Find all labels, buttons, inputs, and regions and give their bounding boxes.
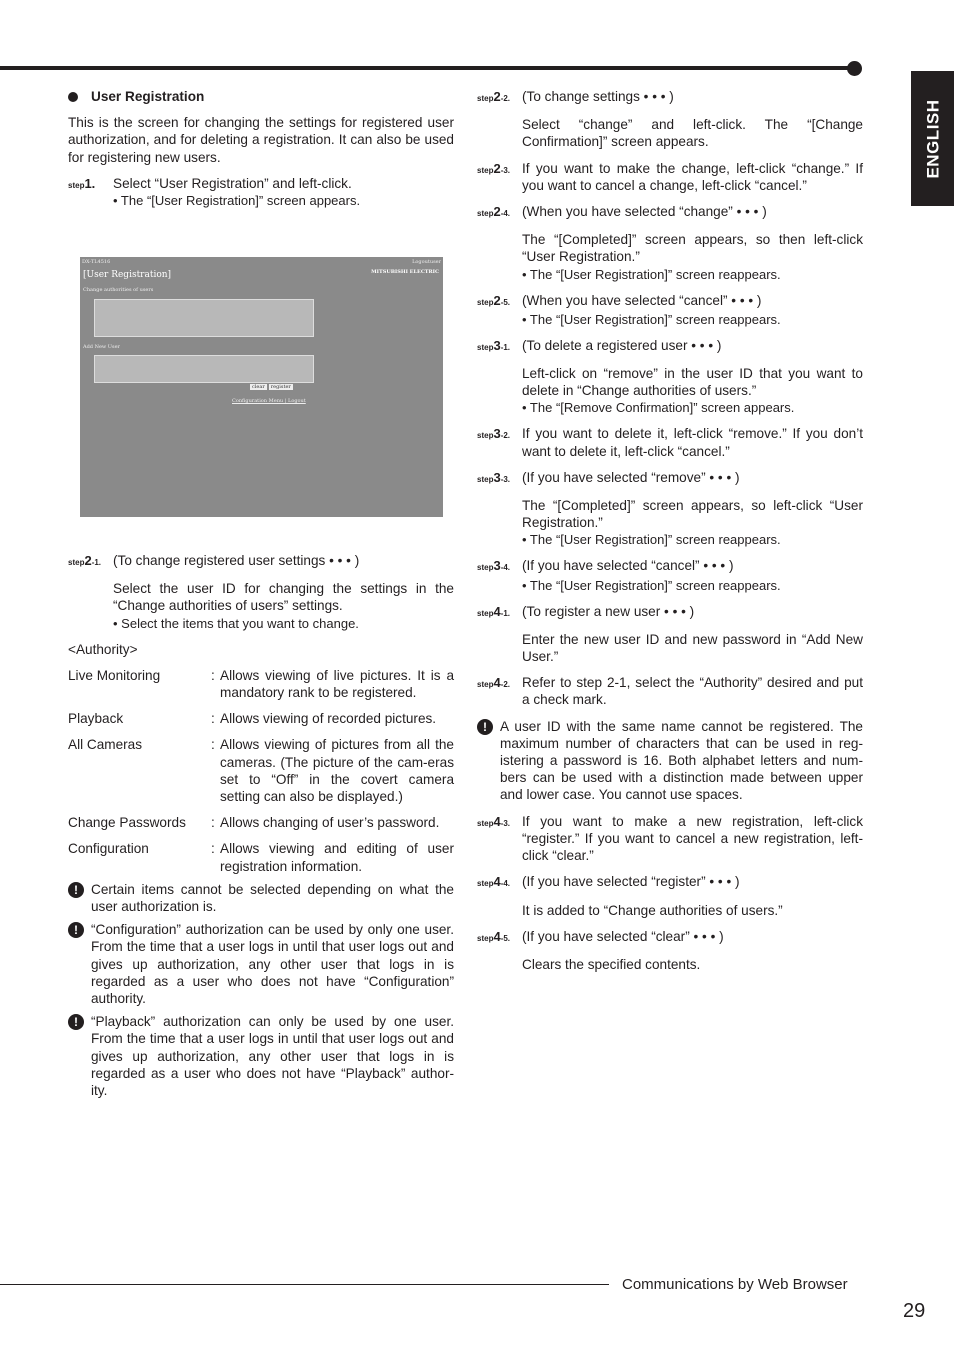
step-tag: step2-2. (477, 89, 511, 104)
change-authorities-table (94, 299, 314, 337)
note-text: Certain items cannot be selected depending on what the user authorization is. (91, 881, 454, 915)
step-text: If you want to delete it, left-click “remove.” If you don’t want to delete it, left-click “cancel.” (522, 426, 863, 459)
notes (68, 881, 454, 1099)
step-body-text: Select “change” and left-click. The “[Change Confirmation]” screen appears. (522, 117, 863, 150)
step-tag: step3-3. (477, 469, 511, 485)
step-bullet: • The “[User Registration]” screen reappears. (522, 311, 781, 327)
exclamation-icon: ! (68, 882, 84, 898)
step-2-5 (477, 292, 863, 311)
step-text: (If you have selected “register” • • • ) (522, 874, 740, 890)
step-2-2 (477, 88, 863, 107)
authority-term: Configuration (68, 841, 149, 857)
footer-section-title: Communications by Web Browser (622, 1276, 848, 1293)
authority-term: Playback (68, 711, 124, 727)
footer-rule (0, 1284, 609, 1285)
note (68, 881, 454, 915)
config-menu-link: Configuration Menu | Logout (232, 398, 306, 405)
step-bullet: • The “[User Registration]” screen reappears. (522, 266, 781, 282)
authority-row (68, 814, 454, 831)
step-tag: step2-4. (477, 204, 511, 220)
step-text: (If you have selected “cancel” • • • ) (522, 558, 734, 574)
colon: : (211, 711, 215, 727)
note (68, 1013, 454, 1099)
authority-desc: Allows viewing of live pictures. It is a mandatory rank to be registered. (220, 667, 454, 701)
step-text: If you want to make the change, left-click “change.” If you want to cancel a change, left-click “cancel.” (522, 160, 863, 193)
step-4-3 (477, 813, 863, 865)
header-rule (0, 66, 856, 70)
authority-desc: Allows viewing of pictures from all the cameras. (The picture of the cam-eras set to “Off” in the covert camera setting can also be displayed.) (220, 737, 454, 805)
mitsubishi-logo: MITSUBISHI ELECTRIC (371, 269, 439, 276)
step-3-2 (477, 425, 863, 459)
step-tag: step4-2. (477, 675, 511, 691)
authority-row (68, 710, 454, 727)
colon: : (211, 841, 215, 857)
step-2-3 (477, 160, 863, 194)
step-tag: step2-3. (477, 160, 511, 176)
authority-heading: <Authority> (68, 641, 138, 657)
note (68, 921, 454, 1007)
step-tag: step2-5. (477, 292, 511, 308)
step-tag: step4-1. (477, 603, 511, 619)
step-text: (When you have selected “cancel” • • • ) (522, 292, 762, 308)
step-tag: step3-2. (477, 426, 511, 442)
step-body-text: Left-click on “remove” in the user ID that you want to delete in “Change authorities of users.” (522, 366, 863, 399)
colon: : (211, 815, 215, 831)
authority-row (68, 840, 454, 874)
user-registration-screenshot: DX-TL4516 Logoutuser [User Registration] MITSUBISHI ELECTRIC Change authorities of users Add New User clear register Configuration Menu | Logout (80, 257, 443, 517)
clear-button: clear (252, 384, 265, 391)
left-column: User Registration This is the screen for changing the settings for registered user authorization, and for deleting a registration. It can also be used for registering new users. step1. Select “User Registration” and left-click. • The “[User Registration]” screen appears. DX-TL4516 Logoutuser [User Registration] MITSUBISHI ELECTRIC Change authorities of users Add New User clear register Configuration Menu | Logout step2-1. (To change registered user settings • • • ) Select the user ID for changing the settings in the “Change authorities of users” settings. • Select the items that you want to change. <Authority> Live Monitoring : Allows viewing of live pictures. It is a mandatory rank to be registered. Playback : Allows viewing of recorded pictures. All Cameras : Allows viewing of pictures from all the cameras. (The picture of the cam-eras set to “Off” in the covert camera setting can also be displayed.) Change Passwords : Allows changing of user’s password. Configuration : Allows viewing and editing of user registration information. ! Certain items cannot be selected depending on what the user authorization is. ! “Configuration” authorization can be used by only one user. From the time that a user logs in until that user logs out and gives up authorization, any other user that logs in is regarded as a user who does not have “Configuration” authority. ! “Playback” authorization can only be used by one user. From the time that a user logs in until that user logs out and gives up authorization, any other user that logs in is regarded as a user who does not have “Playback” author-ity. (68, 89, 454, 1099)
exclamation-icon: ! (68, 922, 84, 938)
step-text: (If you have selected “remove” • • • ) (522, 469, 740, 485)
header-dot (847, 61, 862, 76)
authority-term: Change Passwords (68, 815, 186, 831)
authority-desc: Allows viewing and editing of user registration information. (220, 841, 454, 874)
step-text: If you want to make a new registration, left-click “register.” If you want to cancel a new registration, left-click “clear.” (522, 813, 863, 864)
step-bullet: • The “[User Registration]” screen reappears. (522, 532, 781, 548)
authority-desc: Allows viewing of recorded pictures. (220, 711, 437, 727)
register-button: register (270, 384, 291, 391)
step-text: Refer to step 2-1, select the “Authority” desired and put a check mark. (522, 675, 863, 708)
step-body-text: The “[Completed]” screen appears, so left-click “User Registration.” (522, 498, 863, 531)
step-bullet: • The “[User Registration]” screen reappears. (522, 577, 781, 593)
step-text: (To delete a registered user • • • ) (522, 337, 722, 353)
right-column (477, 88, 863, 973)
step-body-text: Enter the new user ID and new password in “Add New User.” (522, 631, 863, 665)
colon: : (211, 667, 215, 683)
exclamation-icon: ! (477, 719, 493, 735)
authority-term: All Cameras (68, 737, 143, 753)
step-4-1 (477, 603, 863, 622)
note-text: “Playback” authorization can only be used by one user. From the time that a user logs in until that user logs out and gives up authorization, any other user that logs in is regarded as a user who does not have “Playback” author-ity. (91, 1014, 454, 1099)
step-body-text: The “[Completed]” screen appears, so then left-click “User Registration.” (522, 232, 863, 265)
step-2-1: step2-1. (To change registered user settings • • • ) (68, 553, 360, 569)
add-new-user-table (94, 355, 314, 383)
step-tag: step4-5. (477, 928, 511, 944)
authority-list (68, 667, 454, 875)
step-text: (To change settings • • • ) (522, 89, 674, 104)
step-text: (To register a new user • • • ) (522, 603, 695, 619)
step-4-5 (477, 928, 863, 947)
step-tag: step3-1. (477, 337, 511, 353)
step-3-3 (477, 469, 863, 488)
step-3-1 (477, 337, 863, 356)
note-text: “Configuration” authorization can be used by only one user. From the time that a user logs in until that user logs out and gives up authorization, any other user that logs in is regarded as a user who does not have “Configuration” authority. (91, 922, 454, 1007)
step-body-text: It is added to “Change authorities of users.” (522, 902, 783, 918)
exclamation-icon: ! (68, 1014, 84, 1030)
page-number: 29 (903, 1300, 926, 1322)
authority-desc: Allows changing of user’s password. (220, 815, 440, 831)
intro-paragraph: This is the screen for changing the settings for registered user authorization, and for deleting a registration. It can also be used for registering new users. (68, 115, 454, 165)
authority-term: Live Monitoring (68, 667, 161, 683)
step-tag: step4-4. (477, 874, 511, 890)
language-tab: ENGLISH (911, 71, 954, 206)
step-4-2 (477, 674, 863, 708)
step-4-4 (477, 873, 863, 892)
section-heading: User Registration (68, 88, 454, 105)
authority-row (68, 736, 454, 805)
step-text: (If you have selected “clear” • • • ) (522, 928, 724, 944)
authority-row (68, 667, 454, 701)
step-bullet: • The “[Remove Confirmation]” screen appears. (522, 400, 795, 416)
step-tag: step4-3. (477, 813, 511, 829)
step-body-text: Clears the specified contents. (522, 956, 701, 972)
step-3-4 (477, 557, 863, 576)
step-2-4 (477, 203, 863, 222)
step-text: (When you have selected “change” • • • ) (522, 204, 767, 220)
note: ! A user ID with the same name cannot be registered. The maximum number of characters that can be used in reg-istering a password is 16. Both alphabet letters and num-bers can be used with a distinction made between upper and lower case. You cannot use spaces. (477, 718, 863, 804)
bullet-icon (68, 92, 78, 102)
step-tag: step3-4. (477, 558, 511, 574)
colon: : (211, 737, 215, 753)
step-1: step1. Select “User Registration” and left-click. • The “[User Registration]” screen appears. (68, 175, 361, 209)
